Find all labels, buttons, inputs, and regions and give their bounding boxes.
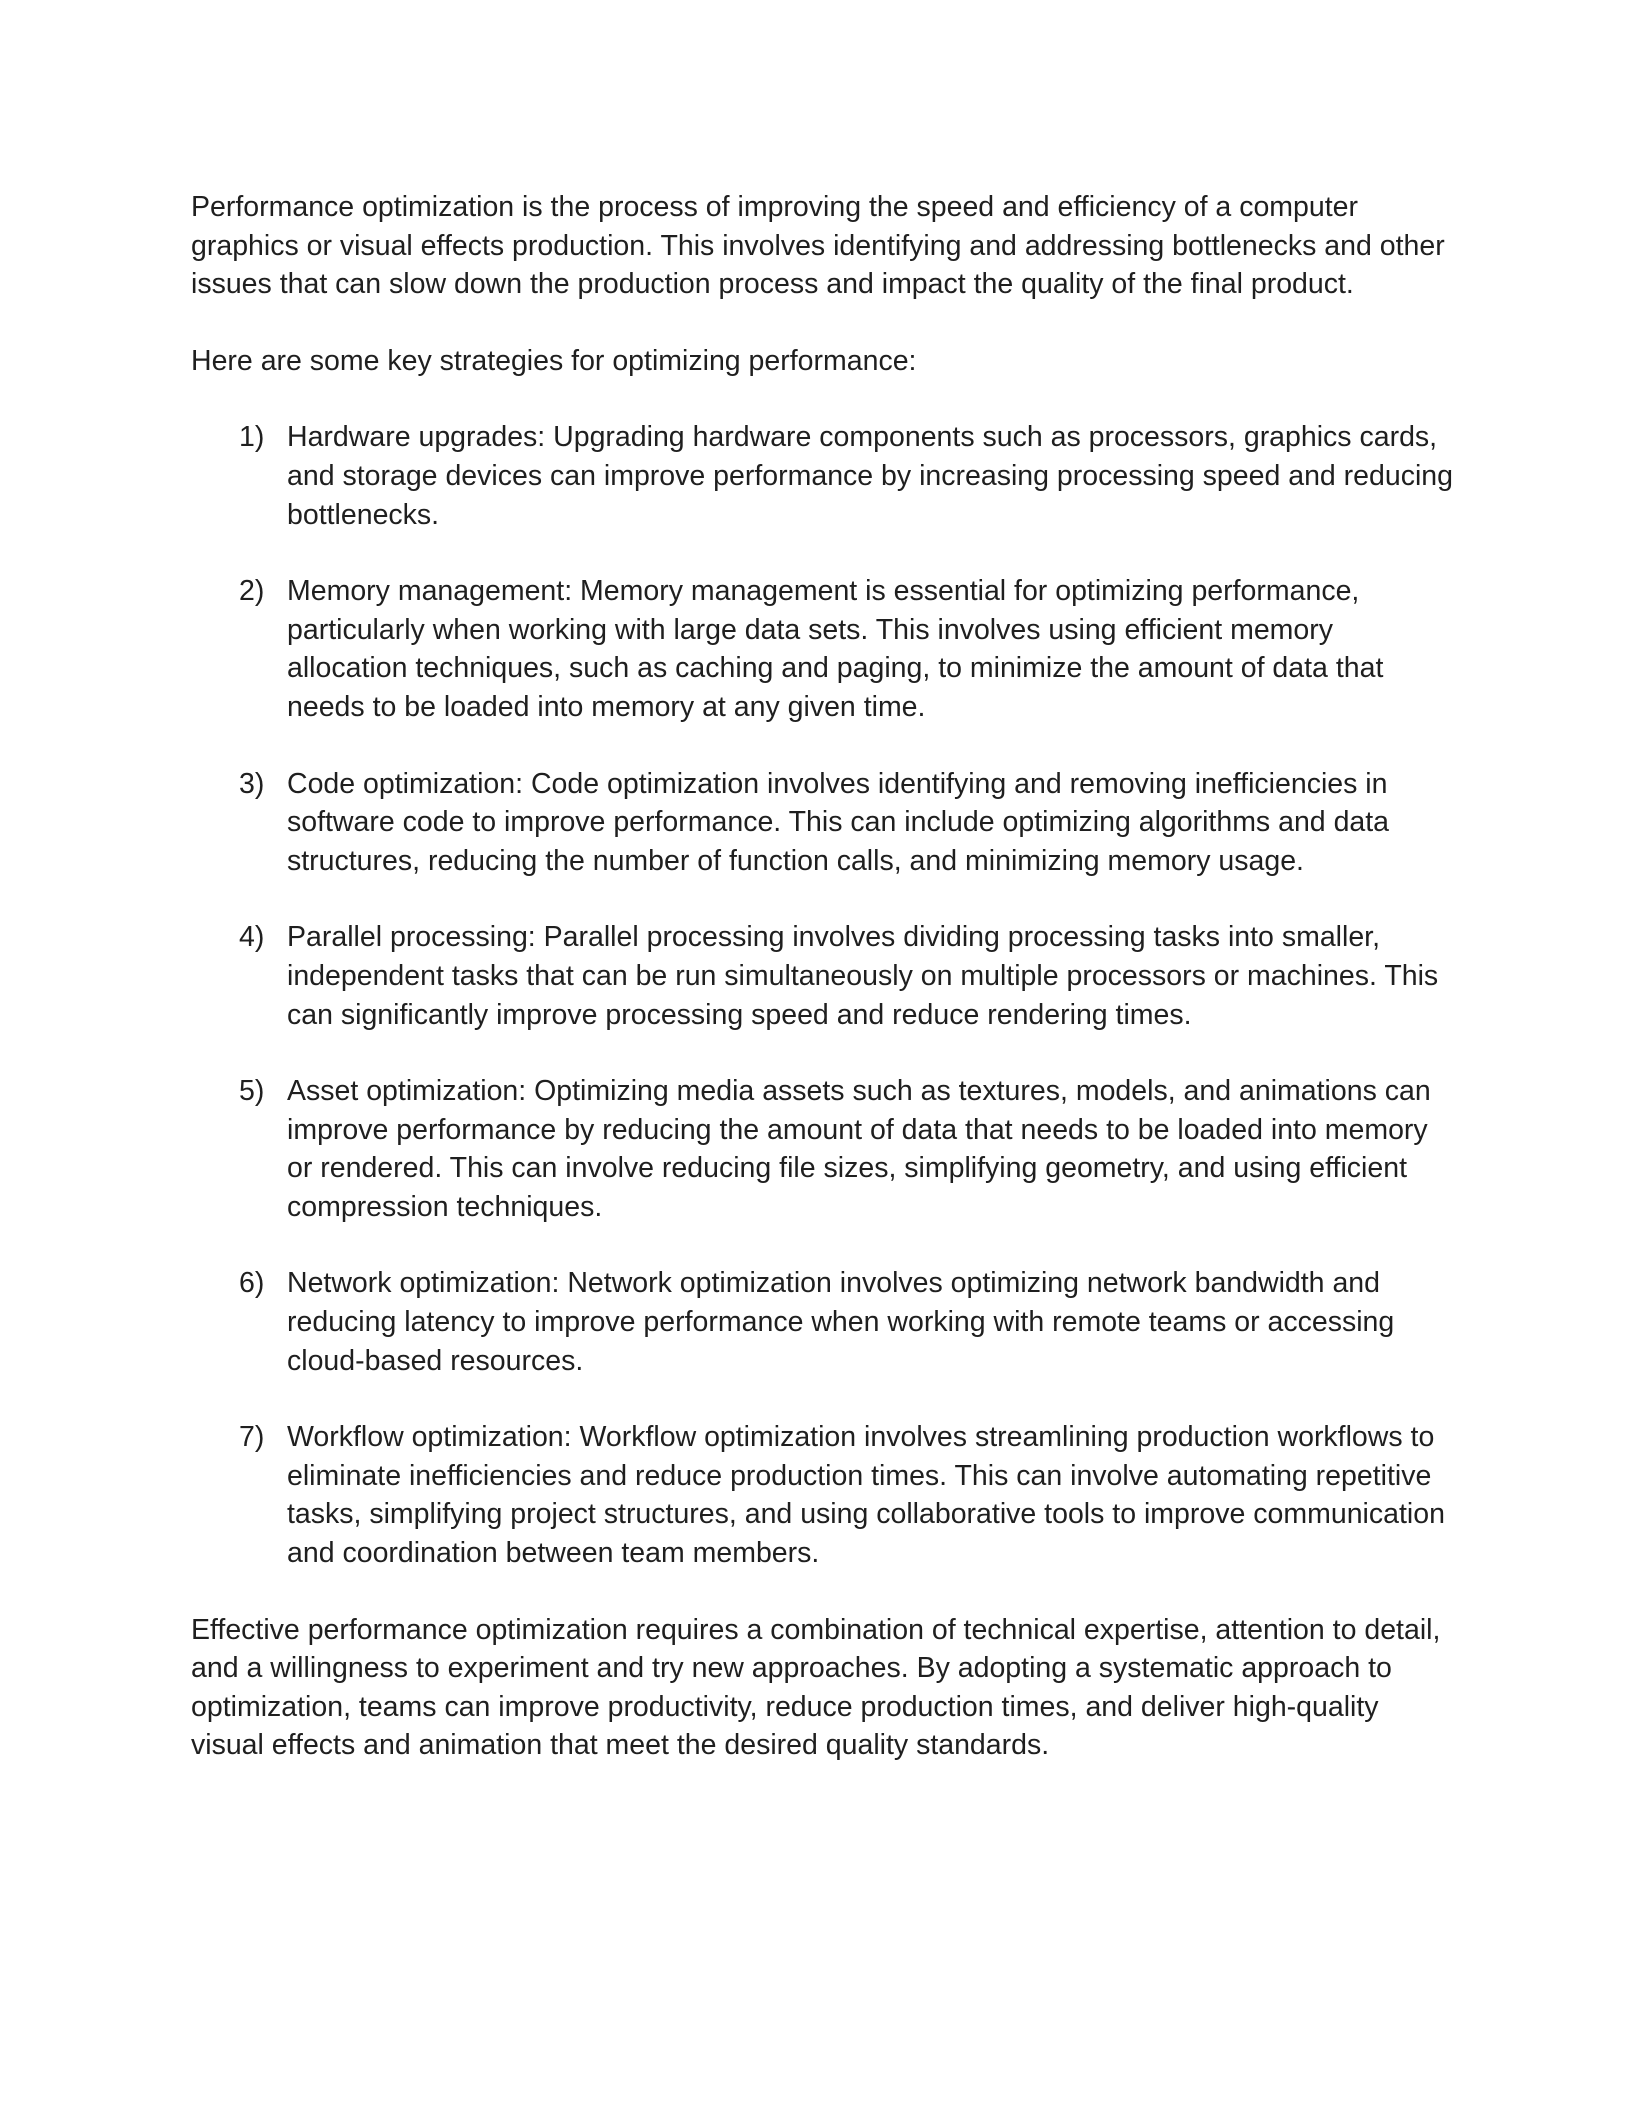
list-item	[191, 572, 1453, 726]
list-item	[191, 765, 1453, 881]
list-item-text: Network optimization: Network optimization involves optimizing network bandwidth and reducing latency to improve performance when working with remote teams or accessing cloud-based resources.	[287, 1267, 1395, 1377]
list-item-number: 7)	[239, 1421, 265, 1454]
list-item	[191, 418, 1453, 534]
list-item-number: 1)	[239, 421, 265, 454]
list-item-text: Memory management: Memory management is essential for optimizing performance, particularly when working with large data sets. This involves using efficient memory allocation techniques, such as caching and paging, to minimize the amount of data that needs to be loaded into memory at any given time.	[287, 575, 1384, 723]
list-item-text: Parallel processing: Parallel processing involves dividing processing tasks into smaller, independent tasks that can be run simultaneously on multiple processors or machines. This can significantly improve processing speed and reduce rendering times.	[287, 921, 1439, 1031]
list-item	[191, 918, 1453, 1034]
list-item-number: 5)	[239, 1075, 265, 1108]
list-item-number: 2)	[239, 575, 265, 608]
list-item-number: 4)	[239, 921, 265, 954]
strategies-list	[191, 418, 1453, 1572]
list-item	[191, 1072, 1453, 1226]
document-body	[191, 188, 1453, 1765]
closing-paragraph: Effective performance optimization requires a combination of technical expertise, attention to detail, and a willingness to experiment and try new approaches. By adopting a systematic approach to optimization, teams can improve productivity, reduce production times, and deliver high-quality visual effects and animation that meet the desired quality standards.	[191, 1613, 1441, 1762]
list-item-number: 6)	[239, 1267, 265, 1300]
list-item-text: Workflow optimization: Workflow optimization involves streamlining production workflows to eliminate inefficiencies and reduce production times. This can involve automating repetitive tasks, simplifying project structures, and using collaborative tools to improve communication and coordination between team members.	[287, 1421, 1445, 1570]
list-item	[191, 1264, 1453, 1380]
list-item-text: Hardware upgrades: Upgrading hardware components such as processors, graphics cards, and storage devices can improve performance by increasing processing speed and reducing bottlenecks.	[287, 421, 1454, 531]
strategies-lead-paragraph: Here are some key strategies for optimizing performance:	[191, 344, 917, 377]
intro-paragraph: Performance optimization is the process of improving the speed and efficiency of a computer graphics or visual effects production. This involves identifying and addressing bottlenecks and other issues that can slow down the production process and impact the quality of the final product.	[191, 191, 1445, 301]
list-item-text: Asset optimization: Optimizing media assets such as textures, models, and animations can improve performance by reducing the amount of data that needs to be loaded into memory or rendered. This can involve reducing file sizes, simplifying geometry, and using efficient compression techniques.	[287, 1075, 1431, 1223]
list-item-number: 3)	[239, 767, 265, 800]
list-item	[191, 1418, 1453, 1572]
list-item-text: Code optimization: Code optimization involves identifying and removing inefficiencies in software code to improve performance. This can include optimizing algorithms and data structures, reducing the number of function calls, and minimizing memory usage.	[287, 767, 1390, 877]
